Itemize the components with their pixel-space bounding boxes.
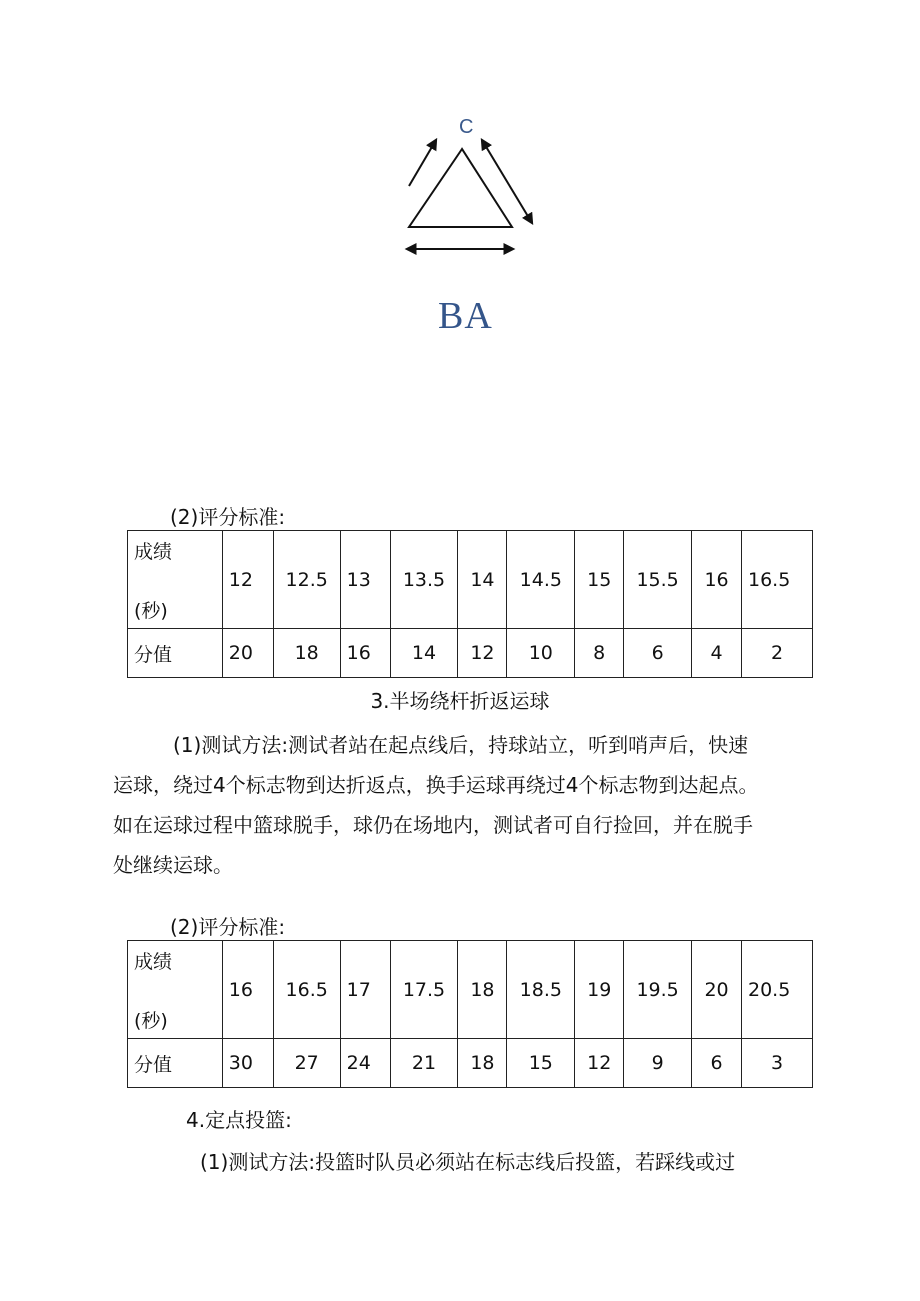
time-cell: 16.5 [273, 941, 340, 1039]
points-cell: 6 [624, 629, 692, 678]
time-row [128, 941, 813, 1039]
points-cell: 14 [390, 629, 458, 678]
points-cell: 20 [222, 629, 273, 678]
time-cell: 17 [340, 941, 390, 1039]
points-cell: 9 [624, 1039, 692, 1088]
points-row [128, 629, 813, 678]
points-cell: 12 [575, 1039, 624, 1088]
scoring-heading-2: (2)评分标准: [170, 915, 286, 939]
time-cell: 14.5 [507, 531, 575, 629]
section-3-method [113, 725, 813, 885]
time-row-header: 成绩 (秒) [128, 531, 223, 629]
scoring-heading-1: (2)评分标准: [170, 505, 286, 529]
time-cell: 17.5 [390, 941, 458, 1039]
points-cell: 21 [390, 1039, 458, 1088]
time-cell: 13 [340, 531, 390, 629]
points-cell: 10 [507, 629, 575, 678]
time-cell: 16 [222, 941, 273, 1039]
time-cell: 12 [222, 531, 273, 629]
points-cell: 24 [340, 1039, 390, 1088]
time-row [128, 531, 813, 629]
scoring-table-1 [127, 530, 813, 678]
point-label-c: C [459, 116, 474, 138]
left-arrow [409, 140, 436, 186]
points-cell: 2 [741, 629, 812, 678]
time-cell: 19 [575, 941, 624, 1039]
points-row [128, 1039, 813, 1088]
time-cell: 15.5 [624, 531, 692, 629]
section-4-title: 4.定点投篮: [186, 1108, 292, 1132]
right-arrow [482, 140, 532, 223]
time-cell: 14 [458, 531, 507, 629]
point-label-ba: BA [438, 295, 493, 337]
method-line: 处继续运球。 [113, 853, 233, 877]
points-cell: 6 [692, 1039, 742, 1088]
points-cell: 15 [507, 1039, 575, 1088]
time-cell: 20 [692, 941, 742, 1039]
time-cell: 18.5 [507, 941, 575, 1039]
points-cell: 12 [458, 629, 507, 678]
points-cell: 18 [273, 629, 340, 678]
points-cell: 27 [273, 1039, 340, 1088]
points-cell: 30 [222, 1039, 273, 1088]
section-4-method: (1)测试方法:投篮时队员必须站在标志线后投篮，若踩线或过 [200, 1150, 736, 1174]
time-cell: 19.5 [624, 941, 692, 1039]
time-cell: 16 [692, 531, 742, 629]
time-row-header: 成绩 (秒) [128, 941, 223, 1039]
points-row-header: 分值 [128, 629, 223, 678]
time-cell: 13.5 [390, 531, 458, 629]
time-cell: 15 [575, 531, 624, 629]
time-cell: 12.5 [273, 531, 340, 629]
time-cell: 18 [458, 941, 507, 1039]
points-cell: 16 [340, 629, 390, 678]
method-line: 运球，绕过4个标志物到达折返点，换手运球再绕过4个标志物到达起点。 [113, 773, 759, 797]
points-row-header: 分值 [128, 1039, 223, 1088]
scoring-table-2 [127, 940, 813, 1088]
points-cell: 8 [575, 629, 624, 678]
points-cell: 3 [741, 1039, 812, 1088]
time-cell: 20.5 [741, 941, 812, 1039]
method-line: 如在运球过程中篮球脱手，球仍在场地内，测试者可自行捡回，并在脱手 [113, 813, 753, 837]
points-cell: 18 [458, 1039, 507, 1088]
time-cell: 16.5 [741, 531, 812, 629]
method-line: (1)测试方法:测试者站在起点线后，持球站立，听到哨声后，快速 [173, 733, 749, 757]
section-3-title: 3.半场绕杆折返运球 [370, 689, 550, 713]
points-cell: 4 [692, 629, 742, 678]
